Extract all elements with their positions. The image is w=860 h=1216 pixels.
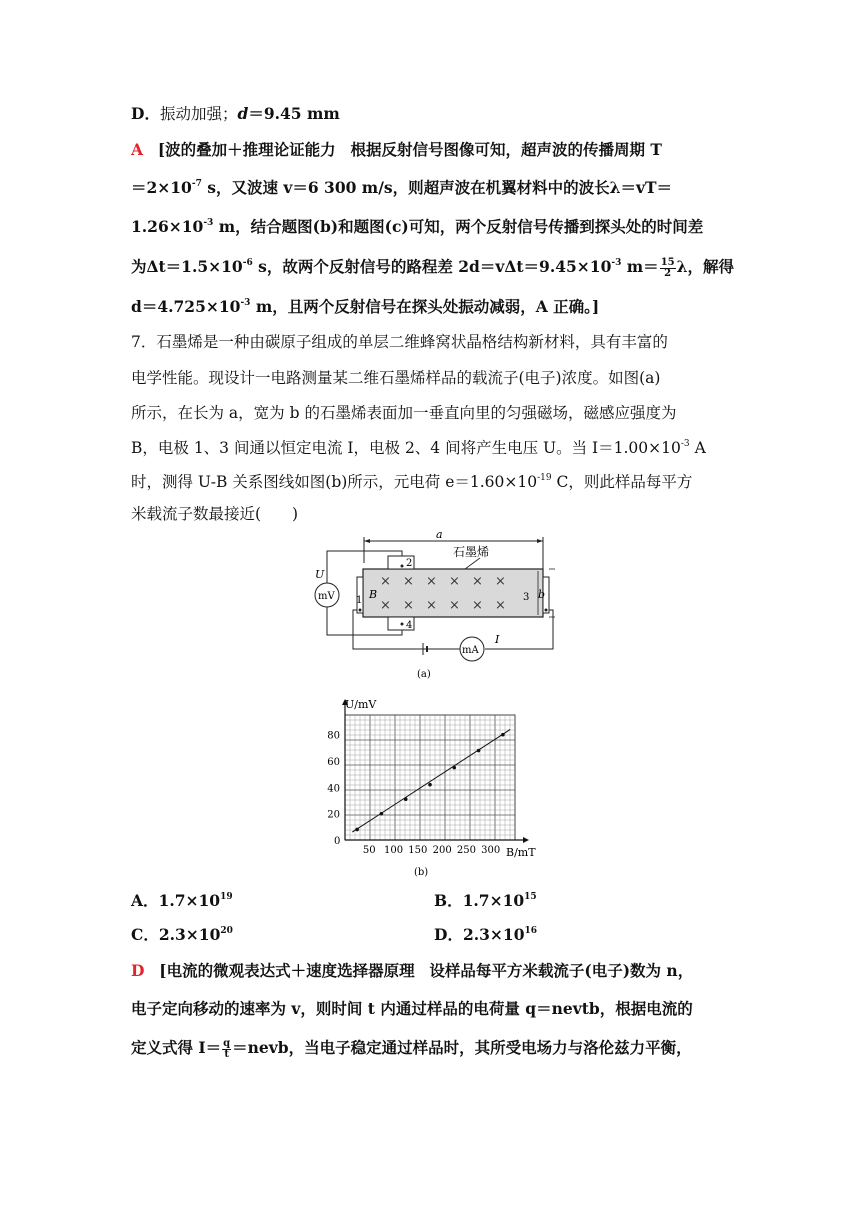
field-cross: × <box>403 574 414 589</box>
electrode-4: 4 <box>406 620 413 631</box>
answer-6-line-5 <box>131 296 599 318</box>
option-c <box>131 924 233 946</box>
answer-letter: A <box>131 140 144 159</box>
x-axis-label: B/mT <box>506 846 536 859</box>
option-label: B． <box>434 891 463 910</box>
electrode-2: 2 <box>406 558 413 569</box>
data-point <box>452 766 456 770</box>
field-cross: × <box>472 598 483 613</box>
answer-text: 根据反射信号图像可知，超声波的传播周期 T <box>350 140 662 159</box>
exponent: 15 <box>524 892 537 902</box>
exponent: -6 <box>242 258 253 268</box>
y-axis-label: U/mV <box>345 698 377 711</box>
exponent: -3 <box>203 218 214 228</box>
text-seg: s，又波速 v＝6 300 m/s，则超声波在机翼材料中的波长λ＝vT＝ <box>201 178 672 197</box>
x-axis-arrow <box>523 837 529 843</box>
option-label: A． <box>131 891 159 910</box>
label-I: I <box>495 633 500 646</box>
answer-6-line-2 <box>131 177 672 199</box>
question-7-line-1: 7．石墨烯是一种由碳原子组成的单层二维蜂窝状晶格结构新材料，具有丰富的 <box>131 333 668 351</box>
answer-tag: [电流的微观表达式＋速度选择器原理 <box>159 961 415 980</box>
figure-a-caption: (a) <box>417 669 431 680</box>
label-B: B <box>369 588 378 601</box>
text-seg: B，电极 1、3 间通以恒定电流 I，电极 2、4 间将产生电压 U。当 I＝1.00×10 <box>131 439 681 457</box>
field-cross: × <box>426 574 437 589</box>
option-label: D． <box>131 104 160 123</box>
text-seg: s，故两个反射信号的路程差 2d＝vΔt＝9.45×10 <box>252 257 612 276</box>
answer-7-line-3 <box>131 1037 692 1060</box>
option-text: 振动加强； <box>159 105 238 123</box>
x-tick-label: 50 <box>362 845 376 856</box>
field-cross: × <box>472 574 483 589</box>
y-tick-label: 40 <box>327 783 340 795</box>
text-seg: λ，解得 <box>676 257 734 276</box>
x-tick-label: 150 <box>408 845 428 856</box>
chart-grid <box>345 715 515 840</box>
exponent: 19 <box>220 892 233 902</box>
field-cross: × <box>380 574 391 589</box>
text-seg: m，结合题图(b)和题图(c)可知，两个反射信号传播到探头处的时间差 <box>213 217 704 236</box>
option-base: 1.7×10 <box>158 891 221 910</box>
answer-text: 设样品每平方米载流子(电子)数为 n， <box>429 961 694 980</box>
field-cross: × <box>495 574 506 589</box>
exponent: 16 <box>524 926 538 936</box>
label-material: 石墨烯 <box>453 545 490 559</box>
question-7-line-5 <box>131 471 692 493</box>
fraction-denominator: 2 <box>664 267 672 279</box>
answer-7-line-2: 电子定向移动的速率为 v，则时间 t 内通过样品的电荷量 q＝nevtb，根据电流的 <box>131 999 693 1018</box>
exponent: 20 <box>220 926 233 936</box>
text-seg: ＝nevb，当电子稳定通过样品时，其所受电场力与洛伦兹力平衡， <box>232 1038 692 1057</box>
fraction-numerator: 15 <box>660 256 675 268</box>
fraction-denominator: t <box>224 1048 229 1060</box>
label-a: a <box>436 528 443 541</box>
electrode-3: 3 <box>523 592 530 603</box>
data-point <box>380 812 384 816</box>
data-point <box>428 783 432 787</box>
label-b: b <box>538 588 546 601</box>
x-tick-label: 300 <box>481 845 501 856</box>
option-label: C． <box>131 925 159 944</box>
field-cross: × <box>449 598 460 613</box>
figure-b-caption: (b) <box>414 867 429 878</box>
x-tick-label: 250 <box>456 845 476 856</box>
exponent: -3 <box>611 258 622 268</box>
text-seg: d＝4.725×10 <box>131 297 241 316</box>
origin-label: 0 <box>334 836 341 847</box>
text-seg: m＝ <box>621 257 659 276</box>
answer-tag: [波的叠加＋推理论证能力 <box>157 140 336 159</box>
option-label: D． <box>434 925 463 944</box>
x-tick-label: 200 <box>432 845 452 856</box>
y-tick-label: 80 <box>327 730 340 742</box>
ammeter-label: mA <box>462 645 479 656</box>
label-U: U <box>315 568 325 581</box>
answer-7-line-1 <box>131 960 693 982</box>
exponent: -19 <box>537 473 552 483</box>
question-7-line-6: 米载流子数最接近( ) <box>131 505 299 523</box>
data-point <box>404 797 408 801</box>
text-seg: 定义式得 I＝ <box>131 1038 222 1057</box>
prev-option-d <box>131 103 340 125</box>
text-seg: C，则此样品每平方 <box>551 473 693 491</box>
data-point <box>501 733 505 737</box>
text-seg: m，且两个反射信号在探头处振动减弱，A 正确。] <box>250 297 600 316</box>
x-tick-label: 100 <box>384 845 404 856</box>
u-b-chart <box>318 693 548 878</box>
fraction-numerator: q <box>223 1037 231 1049</box>
field-cross: × <box>380 598 391 613</box>
field-cross: × <box>403 598 414 613</box>
answer-6-line-4 <box>131 256 734 279</box>
option-base: 2.3×10 <box>462 925 525 944</box>
y-tick-label: 60 <box>327 757 340 769</box>
data-point <box>355 828 359 832</box>
y-tick-label: 20 <box>327 809 340 821</box>
fraction <box>660 258 676 279</box>
question-7-line-4 <box>131 437 706 459</box>
text-seg: ＝2×10 <box>131 178 192 197</box>
answer-6-line-3 <box>131 216 703 238</box>
option-base: 2.3×10 <box>158 925 221 944</box>
text-seg: 1.26×10 <box>131 217 204 236</box>
option-var: d <box>237 104 249 123</box>
circuit-diagram <box>305 525 555 685</box>
exponent: -3 <box>680 439 690 449</box>
text-seg: A <box>689 439 706 457</box>
text-seg: 为Δt＝1.5×10 <box>131 257 243 276</box>
question-7-line-2: 电学性能。现设计一电路测量某二维石墨烯样品的载流子(电子)浓度。如图(a) <box>131 369 661 387</box>
voltmeter-label: mV <box>318 591 335 602</box>
field-cross: × <box>495 598 506 613</box>
text-seg: 时，测得 U-B 关系图线如图(b)所示，元电荷 e＝1.60×10 <box>131 473 538 491</box>
data-point <box>477 749 481 753</box>
option-d <box>434 924 537 946</box>
exponent: -3 <box>240 298 251 308</box>
option-b <box>434 890 537 912</box>
fraction <box>222 1039 231 1060</box>
exponent: -7 <box>191 179 202 189</box>
answer-6-line-1 <box>131 139 662 161</box>
question-7-line-3: 所示，在长为 a，宽为 b 的石墨烯表面加一垂直向里的匀强磁场，磁感应强度为 <box>131 404 677 422</box>
electrode-1: 1 <box>356 595 363 606</box>
field-cross: × <box>426 598 437 613</box>
option-value: ＝9.45 mm <box>248 104 340 123</box>
field-cross: × <box>449 574 460 589</box>
option-a <box>131 890 233 912</box>
answer-letter: D <box>131 961 145 980</box>
option-base: 1.7×10 <box>462 891 525 910</box>
